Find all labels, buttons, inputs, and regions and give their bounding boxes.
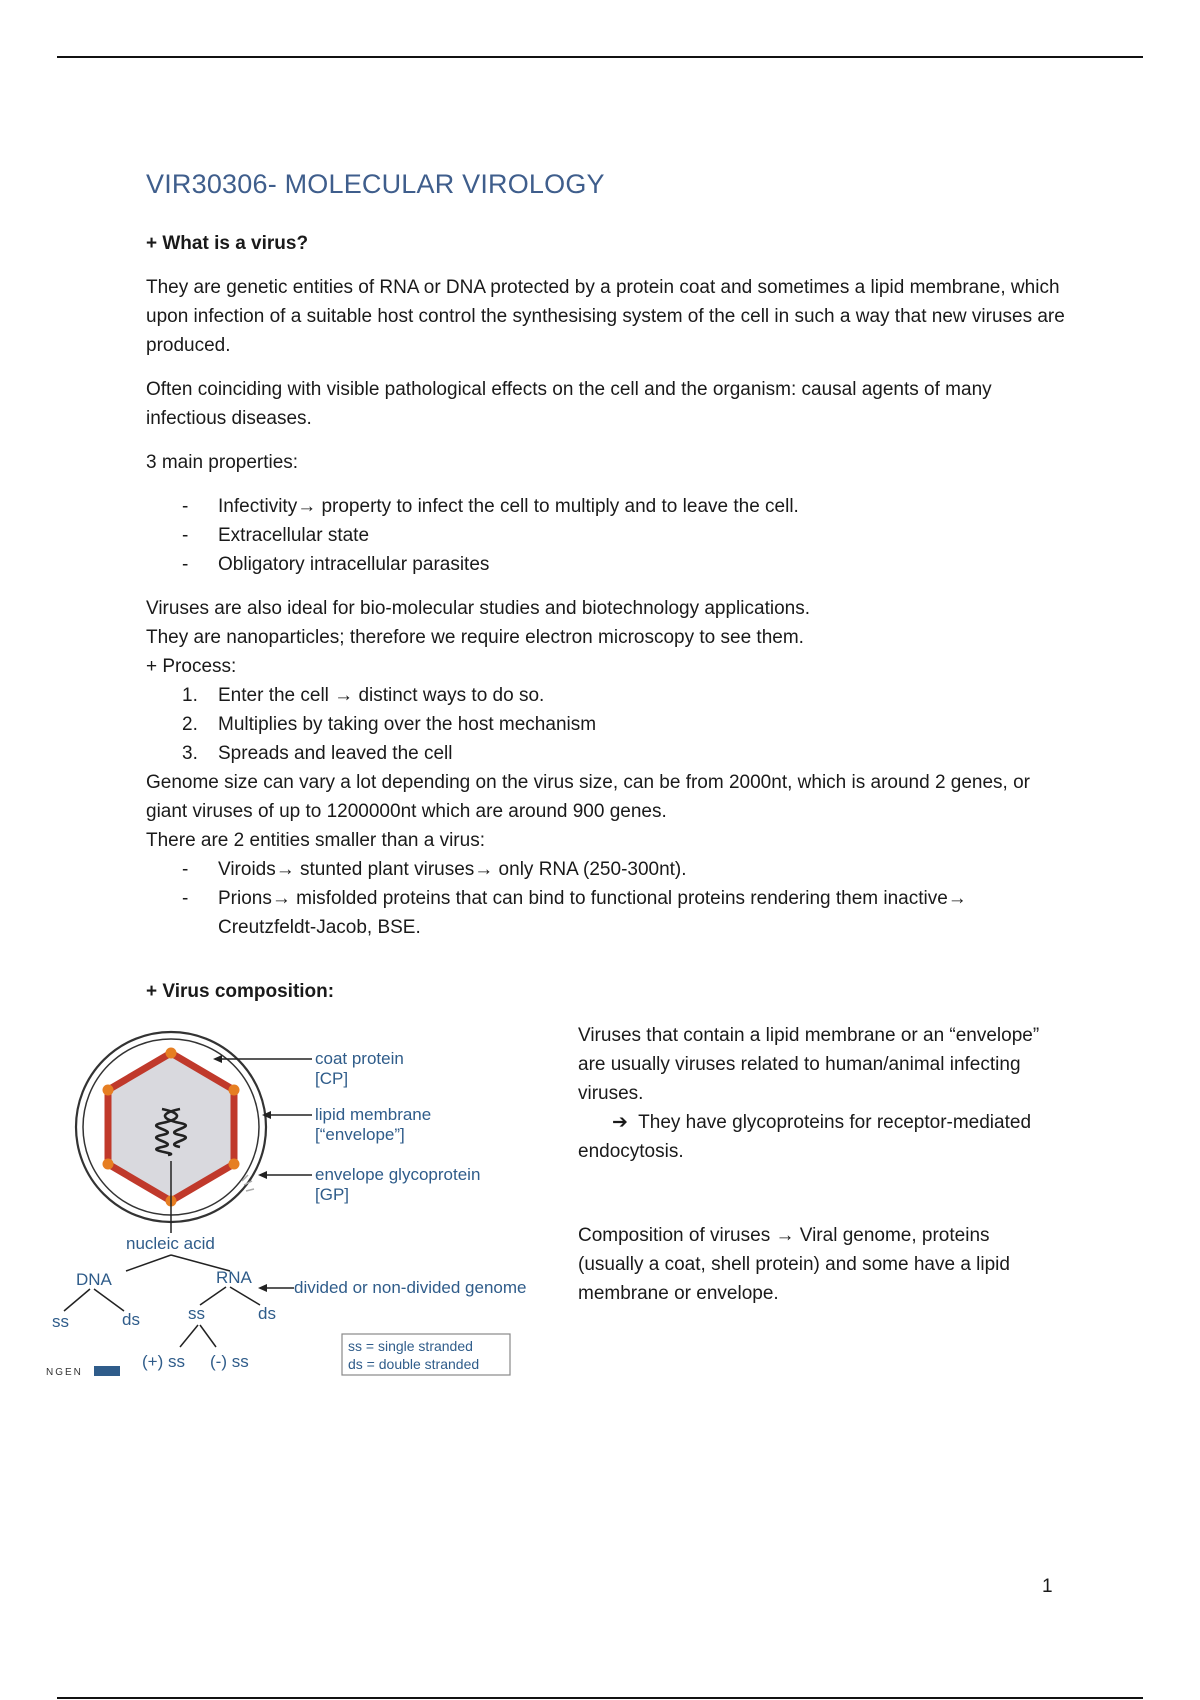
entities-list: [146, 855, 1066, 942]
label-dna: DNA: [76, 1270, 112, 1289]
label-plus-ss: (+) ss: [142, 1352, 185, 1371]
paragraph-pathology: Often coinciding with visible pathological effects on the cell and the organism: causal agents of many infectious diseases.: [146, 379, 992, 429]
page-number: 1: [1042, 1576, 1053, 1597]
properties-list: [146, 492, 1066, 579]
paragraph-envelope: Viruses that contain a lipid membrane or an “envelope” are usually viruses related to human/animal infecting viruses.: [578, 1025, 1040, 1104]
label-dna-ds: ds: [122, 1310, 140, 1329]
list-item: 3. Spreads and leaved the cell: [182, 743, 453, 764]
arrow-icon: ➔: [612, 1112, 628, 1133]
label-gp: [GP]: [315, 1185, 350, 1204]
label-rna-ss: ss: [188, 1304, 205, 1323]
tree-branch: [230, 1287, 260, 1305]
list-item: - Prions→ misfolded proteins that can bind to functional proteins rendering them inactive→ Creutzfeldt-Jacob, BSE.: [182, 888, 967, 938]
label-nucleic-acid: nucleic acid: [126, 1234, 215, 1253]
logo-text: NGEN: [46, 1367, 83, 1378]
legend-ss: ss = single stranded: [348, 1338, 473, 1354]
paragraph-nanoparticles: They are nanoparticles; therefore we require electron microscopy to see them.: [146, 627, 804, 648]
label-coat-protein: coat protein: [315, 1049, 404, 1068]
process-label: + Process:: [146, 656, 237, 677]
document-title: VIR30306- MOLECULAR VIROLOGY: [146, 169, 605, 199]
paragraph-definition: They are genetic entities of RNA or DNA protected by a protein coat and sometimes a lipid membrane, which upon infection of a suitable host control the synthesising system of the cell in such a way that new viruses are produced.: [146, 277, 1065, 356]
tree-branch: [126, 1255, 171, 1271]
tree-branch: [94, 1289, 124, 1311]
list-item: - Obligatory intracellular parasites: [182, 554, 490, 575]
label-dna-ss: ss: [52, 1312, 69, 1331]
paragraph-smaller-entities: There are 2 entities smaller than a virus:: [146, 830, 485, 851]
list-item: 1. Enter the cell → distinct ways to do so.: [182, 685, 545, 706]
label-genome-note: divided or non-divided genome: [294, 1278, 527, 1297]
genome-arrowhead: [258, 1284, 267, 1292]
label-envelope: [“envelope”]: [315, 1125, 405, 1144]
composition-block: [46, 1021, 1066, 1401]
list-item: - Infectivity→ property to infect the cell to multiply and to leave the cell.: [182, 496, 799, 517]
legend-ds: ds = double stranded: [348, 1356, 480, 1372]
composition-text: [578, 1021, 1058, 1323]
paragraph-properties-intro: 3 main properties:: [146, 452, 299, 473]
tree-branch: [200, 1325, 216, 1347]
label-cp: [CP]: [315, 1069, 349, 1088]
label-minus-ss: (-) ss: [210, 1352, 249, 1371]
top-rule: [57, 56, 1143, 58]
page-content: [46, 169, 1066, 1401]
list-item: - Extracellular state: [182, 525, 370, 546]
label-rna: RNA: [216, 1268, 252, 1287]
virus-diagram: [46, 1021, 570, 1391]
list-item: 2. Multiplies by taking over the host mechanism: [182, 714, 597, 735]
process-list: [146, 681, 1066, 768]
paragraph-genome-size: Genome size can vary a lot depending on the virus size, can be from 2000nt, which is around 2 genes, or giant viruses of up to 1200000nt which are around 900 genes.: [146, 772, 1031, 822]
bottom-rule: [57, 1697, 1143, 1699]
paragraph-glycoproteins: ➔ They have glycoproteins for receptor-mediated endocytosis.: [578, 1112, 1032, 1162]
list-item: - Viroids→ stunted plant viruses→ only RNA (250-300nt).: [182, 859, 687, 880]
logo-mark: [94, 1366, 120, 1376]
tree-branch: [64, 1289, 90, 1311]
paragraph-biotech: Viruses are also ideal for bio-molecular studies and biotechnology applications.: [146, 598, 810, 619]
gp-arrowhead: [258, 1171, 267, 1179]
section-heading-composition: + Virus composition:: [146, 981, 335, 1002]
tree-branch: [200, 1287, 226, 1305]
tree-branch: [180, 1325, 198, 1347]
section-heading-what-is-virus: + What is a virus?: [146, 233, 309, 254]
label-envelope-glycoprotein: envelope glycoprotein: [315, 1165, 481, 1184]
label-lipid-membrane: lipid membrane: [315, 1105, 432, 1124]
paragraph-composition: Composition of viruses → Viral genome, proteins (usually a coat, shell protein) and some have a lipid membrane or envelope.: [578, 1225, 1010, 1304]
label-rna-ds: ds: [258, 1304, 276, 1323]
